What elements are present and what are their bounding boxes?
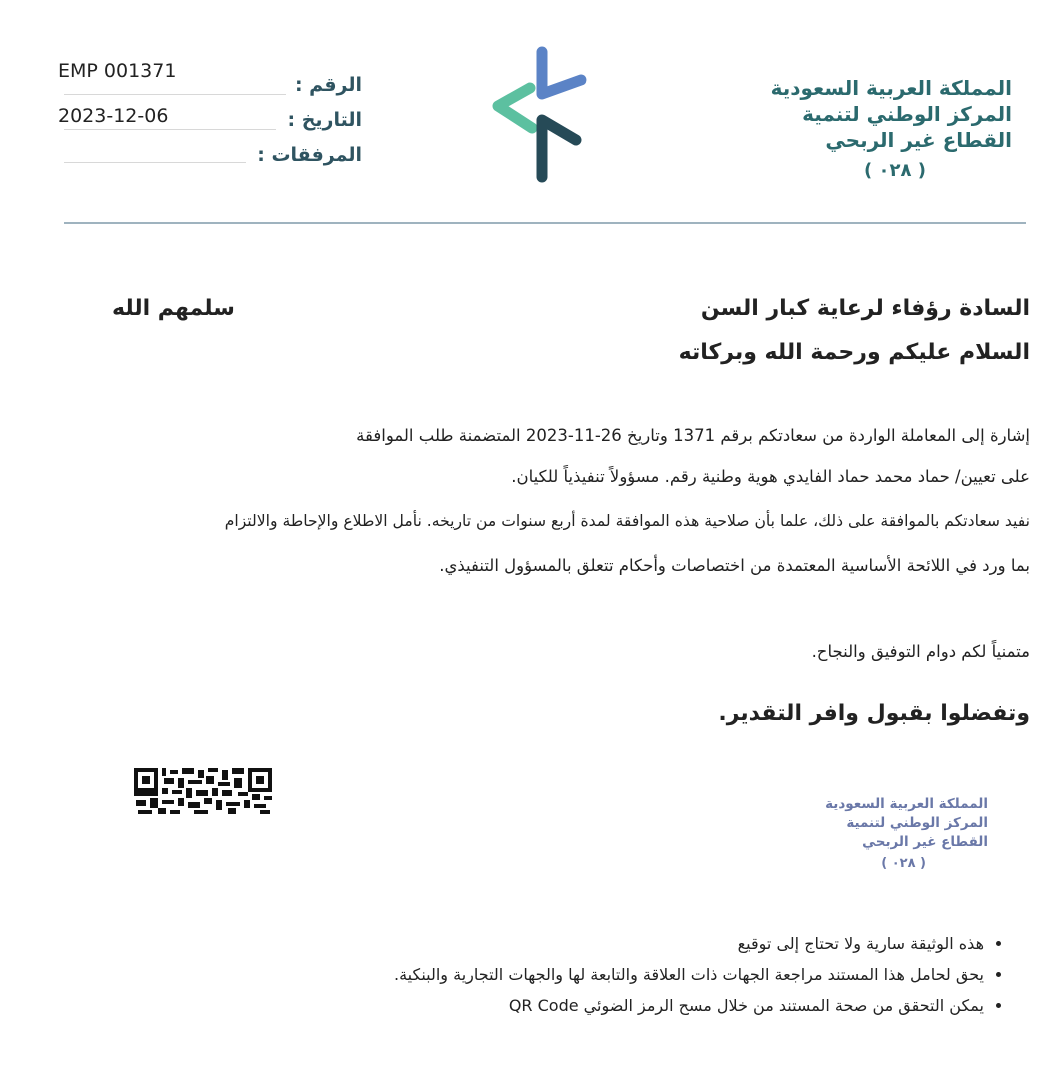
- qr-code: [134, 768, 272, 814]
- ref-label: الرقم :: [294, 74, 362, 96]
- org-name-line-3: القطاع غير الربحي: [825, 128, 1012, 152]
- date-label: التاريخ :: [287, 109, 362, 131]
- closing: وتفضلوا بقبول وافر التقدير.: [718, 701, 1030, 726]
- org-name-line-2: المركز الوطني لتنمية: [802, 102, 1012, 126]
- attachments-label: المرفقات :: [257, 144, 362, 166]
- body-line-3: نفيد سعادتكم بالموافقة على ذلك، علما بأن صلاحية هذه الموافقة لمدة أربع سنوات من تاريخه. نأمل الاطلاع والإحاطة والالتزام: [224, 512, 1030, 530]
- date-value: 2023-12-06: [58, 105, 169, 127]
- notes-list: [394, 928, 1006, 1021]
- footer-org-line-3: القطاع غير الربحي: [862, 834, 988, 850]
- logo-blue-mark: [542, 52, 581, 94]
- header-divider: [64, 222, 1026, 224]
- note-item: • هذه الوثيقة سارية ولا تحتاج إلى توقيع: [394, 928, 984, 959]
- wishes: متمنياً لكم دوام التوفيق والنجاح.: [811, 642, 1030, 661]
- footer-org-code: ( ٠٢٨ ): [881, 856, 926, 871]
- ref-underline: [64, 94, 286, 95]
- note-item: • يمكن التحقق من صحة المستند من خلال مسح الرمز الضوئي QR Code: [394, 990, 984, 1021]
- footer-org-line-2: المركز الوطني لتنمية: [846, 815, 988, 831]
- recipient: السادة رؤفاء لرعاية كبار السن: [700, 296, 1030, 321]
- note-item: • يحق لحامل هذا المستند مراجعة الجهات ذات العلاقة والتابعة لها والجهات التجارية والبنكية.: [394, 959, 984, 990]
- org-name-line-1: المملكة العربية السعودية: [770, 76, 1012, 100]
- body-line-2: على تعيين/ حماد محمد حماد الفايدي هوية وطنية رقم. مسؤولاً تنفيذياً للكيان.: [511, 467, 1030, 486]
- honorific: سلمهم الله: [112, 296, 235, 321]
- date-underline: [64, 129, 276, 130]
- logo-dark-mark: [542, 120, 576, 177]
- body-line-1: إشارة إلى المعاملة الواردة من سعادتكم برقم 1371 وتاريخ 26-11-2023 المتضمنة طلب الموافقة: [356, 426, 1030, 445]
- logo-green-mark: [498, 88, 532, 128]
- ref-value: EMP 001371: [58, 60, 177, 82]
- footer-org-line-1: المملكة العربية السعودية: [825, 796, 988, 812]
- org-code: ( ٠٢٨ ): [864, 160, 926, 181]
- greeting: السلام عليكم ورحمة الله وبركاته: [678, 340, 1030, 365]
- attachments-underline: [64, 162, 246, 163]
- logo-icon: [484, 44, 594, 186]
- body-line-4: بما ورد في اللائحة الأساسية المعتمدة من اختصاصات وأحكام تتعلق بالمسؤول التنفيذي.: [439, 556, 1030, 575]
